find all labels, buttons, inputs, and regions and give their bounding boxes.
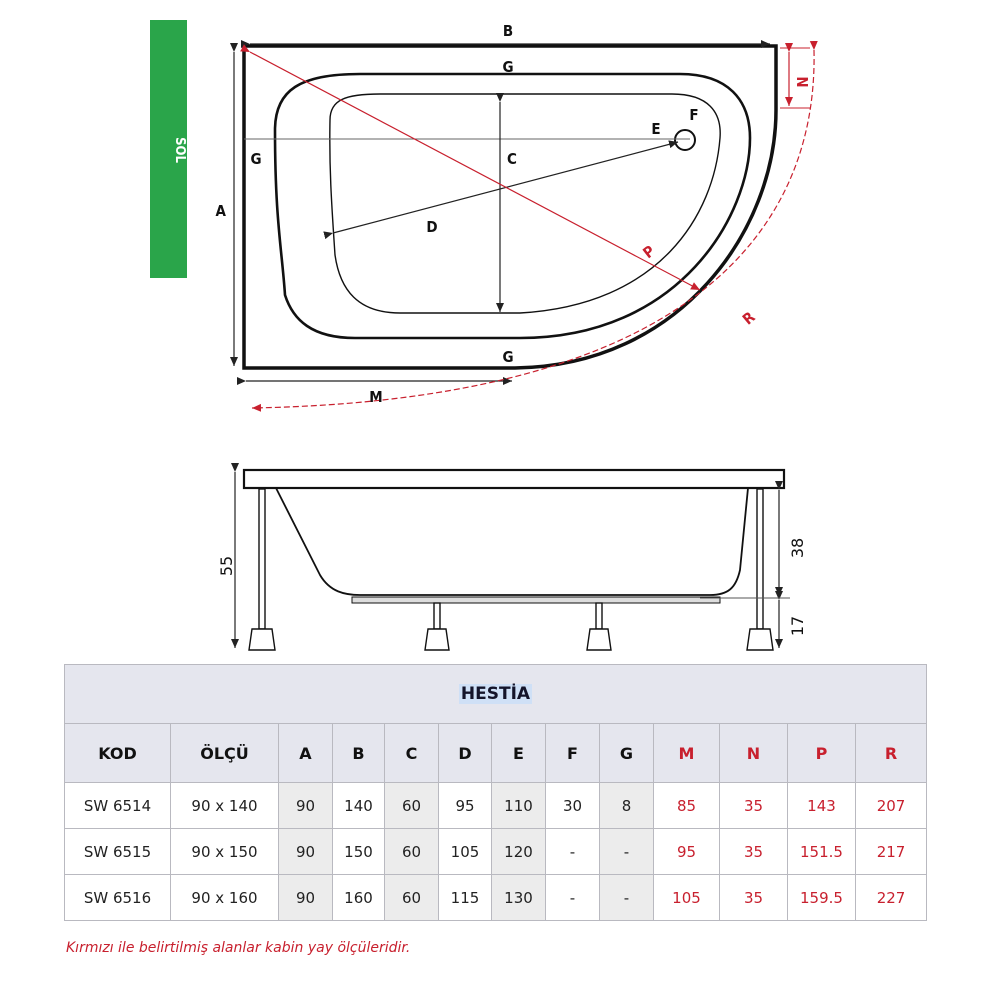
tub-basin — [330, 94, 720, 313]
header-d: D — [439, 724, 492, 783]
cell-a: 90 — [279, 875, 333, 921]
tub-side-rim — [244, 470, 784, 488]
cell-g: 8 — [600, 783, 654, 829]
footnote: Kırmızı ile belirtilmiş alanlar kabin yay ölçüleridir. — [66, 940, 411, 956]
cell-p: 143 — [788, 783, 856, 829]
cell-c: 60 — [385, 875, 439, 921]
label-a: A — [215, 202, 226, 220]
label-r: R — [739, 307, 759, 329]
dim-p-line — [250, 52, 700, 290]
cell-r: 207 — [856, 783, 927, 829]
tub-legs — [249, 489, 773, 650]
label-g-left: G — [250, 150, 262, 168]
label-17: 17 — [788, 615, 807, 637]
cell-olcu: 90 x 160 — [171, 875, 279, 921]
spec-table — [64, 664, 927, 921]
cell-c: 60 — [385, 829, 439, 875]
header-kod: KOD — [65, 724, 171, 783]
header-a: A — [279, 724, 333, 783]
cell-kod: SW 6515 — [65, 829, 171, 875]
cell-b: 140 — [333, 783, 385, 829]
cell-c: 60 — [385, 783, 439, 829]
header-f: F — [546, 724, 600, 783]
cell-m: 85 — [654, 783, 720, 829]
cell-e: 130 — [492, 875, 546, 921]
tub-side-bottom — [352, 597, 720, 603]
cell-olcu: 90 x 140 — [171, 783, 279, 829]
drain-hole — [675, 130, 695, 150]
label-f: F — [689, 106, 699, 124]
cell-f: - — [546, 829, 600, 875]
header-b: B — [333, 724, 385, 783]
cell-m: 95 — [654, 829, 720, 875]
cell-n: 35 — [720, 783, 788, 829]
cell-p: 151.5 — [788, 829, 856, 875]
label-g-bottom: G — [502, 348, 514, 366]
label-g-top: G — [502, 58, 514, 76]
cell-g: - — [600, 829, 654, 875]
header-n: N — [720, 724, 788, 783]
label-c: C — [507, 150, 517, 168]
header-e: E — [492, 724, 546, 783]
tub-side-body — [276, 488, 748, 595]
header-g: G — [600, 724, 654, 783]
header-olcu: ÖLÇÜ — [171, 724, 279, 783]
cell-f: - — [546, 875, 600, 921]
cell-d: 115 — [439, 875, 492, 921]
cell-g: - — [600, 875, 654, 921]
label-e: E — [651, 120, 661, 138]
side-badge-label: SOL — [172, 137, 187, 163]
cell-a: 90 — [279, 783, 333, 829]
table-row — [65, 829, 927, 875]
label-b: B — [502, 22, 514, 40]
cell-n: 35 — [720, 875, 788, 921]
cell-p: 159.5 — [788, 875, 856, 921]
cell-e: 110 — [492, 783, 546, 829]
label-m: M — [369, 388, 383, 406]
cell-f: 30 — [546, 783, 600, 829]
header-c: C — [385, 724, 439, 783]
cell-olcu: 90 x 150 — [171, 829, 279, 875]
cell-d: 95 — [439, 783, 492, 829]
header-p: P — [788, 724, 856, 783]
table-row — [65, 875, 927, 921]
label-n: N — [794, 76, 812, 88]
tub-rim-inner — [275, 74, 750, 338]
header-r: R — [856, 724, 927, 783]
cell-b: 150 — [333, 829, 385, 875]
label-38: 38 — [788, 537, 807, 559]
table-row — [65, 783, 927, 829]
table-header-row — [65, 724, 927, 783]
label-p: P — [639, 241, 659, 263]
cell-a: 90 — [279, 829, 333, 875]
label-d: D — [426, 218, 438, 236]
cell-r: 227 — [856, 875, 927, 921]
cell-d: 105 — [439, 829, 492, 875]
cell-m: 105 — [654, 875, 720, 921]
cell-b: 160 — [333, 875, 385, 921]
cell-kod: SW 6514 — [65, 783, 171, 829]
cell-kod: SW 6516 — [65, 875, 171, 921]
cell-n: 35 — [720, 829, 788, 875]
table-title: HESTİA — [65, 665, 927, 724]
header-m: M — [654, 724, 720, 783]
label-55: 55 — [217, 555, 236, 577]
cell-r: 217 — [856, 829, 927, 875]
cell-e: 120 — [492, 829, 546, 875]
